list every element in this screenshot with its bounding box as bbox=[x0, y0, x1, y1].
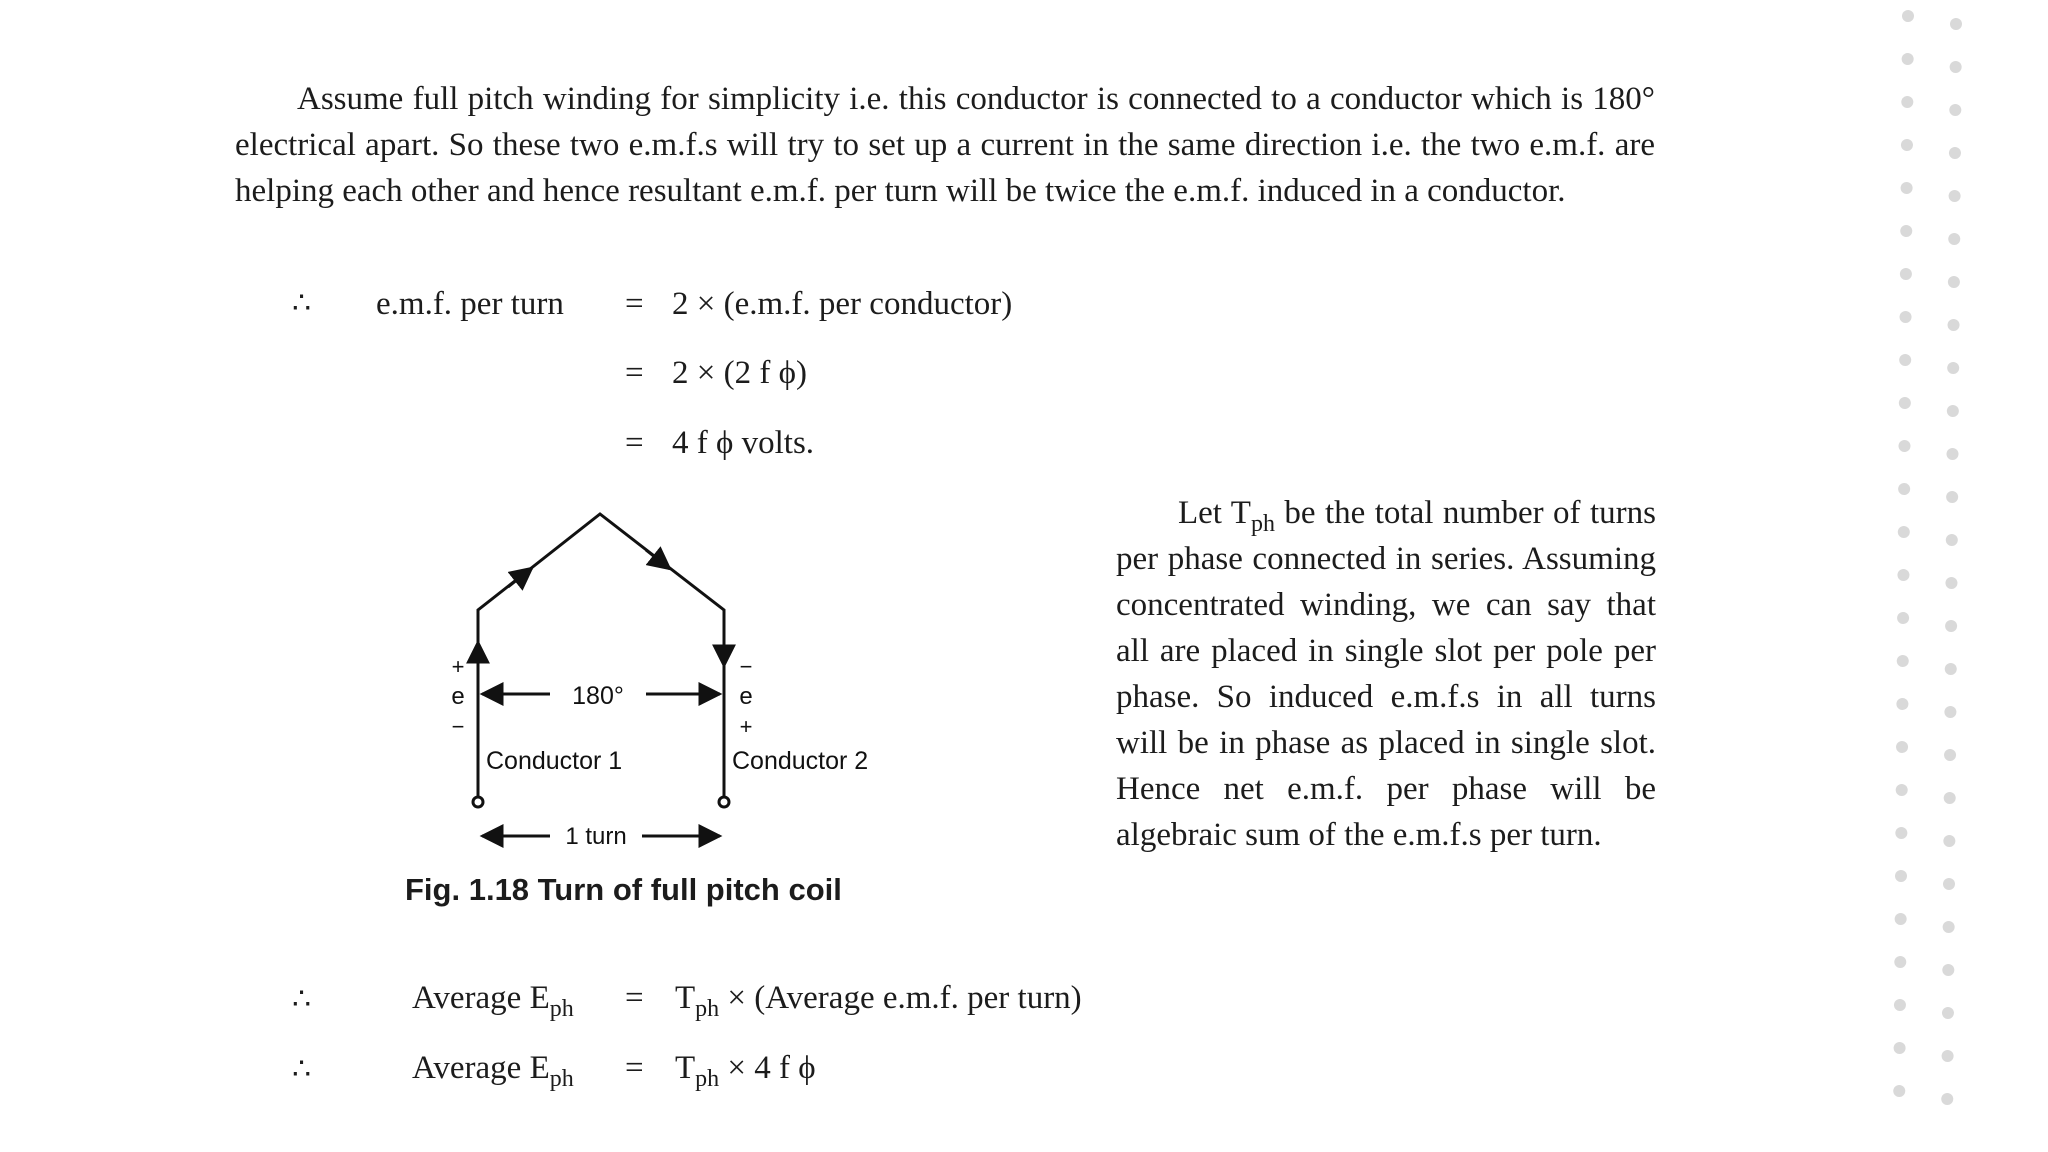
decorative-dot bbox=[1900, 225, 1912, 237]
decorative-dot bbox=[1945, 620, 1957, 632]
decorative-dot bbox=[1896, 698, 1908, 710]
decorative-dot bbox=[1950, 61, 1962, 73]
decorative-dot-border bbox=[1880, 0, 1980, 1152]
decorative-dot bbox=[1901, 182, 1913, 194]
decorative-dot bbox=[1947, 362, 1959, 374]
decorative-dot bbox=[1901, 139, 1913, 151]
equation-line-1: 2 × (e.m.f. per conductor) bbox=[672, 286, 1013, 322]
side-paragraph bbox=[1116, 490, 1656, 858]
decorative-dot bbox=[1902, 53, 1914, 65]
decorative-dot bbox=[1895, 913, 1907, 925]
decorative-dot bbox=[1948, 319, 1960, 331]
decorative-dot bbox=[1896, 741, 1908, 753]
subscript-ph: ph bbox=[549, 1066, 574, 1092]
t-symbol: T bbox=[675, 980, 696, 1016]
decorative-dot bbox=[1941, 1093, 1953, 1105]
angle-label: 180° bbox=[572, 682, 624, 710]
decorative-dot bbox=[1900, 268, 1912, 280]
equals-sign: = bbox=[625, 286, 644, 322]
subscript-ph: ph bbox=[1250, 511, 1275, 537]
decorative-dot bbox=[1898, 483, 1910, 495]
plus-sign: + bbox=[739, 714, 753, 739]
decorative-dot bbox=[1895, 870, 1907, 882]
average-eph-label bbox=[412, 1048, 574, 1092]
decorative-dot bbox=[1948, 233, 1960, 245]
conductor-2-label: Conductor 2 bbox=[732, 747, 869, 775]
equation-line-3: 4 f ϕ volts. bbox=[672, 425, 815, 461]
equals-sign: = bbox=[625, 980, 644, 1016]
average-eph-rhs-2 bbox=[675, 1048, 816, 1092]
minus-sign: − bbox=[451, 714, 465, 739]
emf-label-right: e bbox=[739, 683, 753, 710]
decorative-dot bbox=[1895, 827, 1907, 839]
decorative-dot bbox=[1894, 956, 1906, 968]
decorative-dot bbox=[1897, 612, 1909, 624]
therefore-symbol: ∴ bbox=[292, 983, 312, 1016]
decorative-dot bbox=[1897, 655, 1909, 667]
decorative-dot bbox=[1945, 663, 1957, 675]
decorative-dot bbox=[1947, 405, 1959, 417]
rhs-1-text: × (Average e.m.f. per turn) bbox=[719, 980, 1082, 1016]
average-eph-label bbox=[412, 978, 574, 1022]
emf-label-left: e bbox=[451, 683, 465, 710]
equation-line-2: 2 × (2 f ϕ) bbox=[672, 355, 807, 391]
decorative-dot bbox=[1902, 10, 1914, 22]
therefore-symbol: ∴ bbox=[292, 1053, 312, 1086]
figure-caption: Fig. 1.18 Turn of full pitch coil bbox=[405, 872, 842, 907]
decorative-dot bbox=[1942, 1050, 1954, 1062]
decorative-dot bbox=[1943, 835, 1955, 847]
decorative-dot bbox=[1896, 784, 1908, 796]
decorative-dot bbox=[1899, 354, 1911, 366]
decorative-dot bbox=[1949, 190, 1961, 202]
decorative-dot bbox=[1900, 311, 1912, 323]
subscript-ph: ph bbox=[549, 996, 574, 1022]
equals-sign: = bbox=[625, 1050, 644, 1086]
decorative-dot bbox=[1944, 706, 1956, 718]
decorative-dot bbox=[1899, 397, 1911, 409]
plus-sign: + bbox=[451, 654, 465, 679]
subscript-ph: ph bbox=[695, 996, 720, 1022]
therefore-symbol: ∴ bbox=[292, 287, 312, 320]
decorative-dot bbox=[1949, 104, 1961, 116]
full-pitch-coil-diagram bbox=[420, 490, 920, 850]
decorative-dot bbox=[1899, 440, 1911, 452]
turn-label: 1 turn bbox=[565, 823, 627, 850]
decorative-dot bbox=[1893, 1085, 1905, 1097]
decorative-dot bbox=[1901, 96, 1913, 108]
terminal-circle bbox=[473, 797, 483, 807]
minus-sign: − bbox=[739, 654, 753, 679]
decorative-dot bbox=[1943, 921, 1955, 933]
decorative-dot bbox=[1946, 534, 1958, 546]
conductor-1-label: Conductor 1 bbox=[486, 747, 623, 775]
decorative-dot bbox=[1944, 792, 1956, 804]
decorative-dot bbox=[1948, 276, 1960, 288]
average-eph-rhs-1 bbox=[675, 978, 1082, 1022]
decorative-dot bbox=[1945, 577, 1957, 589]
average-e-text: Average E bbox=[412, 980, 550, 1016]
t-symbol: T bbox=[675, 1050, 696, 1086]
decorative-dot bbox=[1949, 147, 1961, 159]
decorative-dot bbox=[1947, 448, 1959, 460]
decorative-dot bbox=[1898, 526, 1910, 538]
side-text-let: Let T bbox=[1178, 495, 1251, 531]
side-text-rest: be the total number of turns per phase connected in series. Assuming concentrated winding, we can say that all are placed in single slot per pole per phase. So induced e.m.f.s in all turns will be in phase as placed in single slot. Hence net e.m.f. per phase will be algebraic sum of the e.m.f.s per turn. bbox=[1116, 495, 1656, 853]
equals-sign: = bbox=[625, 425, 644, 461]
rhs-2-text: × 4 f ϕ bbox=[719, 1050, 816, 1086]
terminal-circle bbox=[719, 797, 729, 807]
paragraph-full-pitch: Assume full pitch winding for simplicity i.e. this conductor is connected to a conductor which is 180° electrical apart. So these two e.m.f.s will try to set up a current in the same direction i.e. the two e.m.f. are helping each other and hence resultant e.m.f. per turn will be twice the e.m.f. induced in a conductor. bbox=[235, 81, 1655, 209]
emf-per-turn-label: e.m.f. per turn bbox=[376, 286, 564, 322]
equals-sign: = bbox=[625, 355, 644, 391]
decorative-dot bbox=[1946, 491, 1958, 503]
current-direction-arrow bbox=[646, 550, 670, 569]
decorative-dot bbox=[1942, 1007, 1954, 1019]
decorative-dot bbox=[1950, 18, 1962, 30]
current-direction-arrow bbox=[508, 568, 532, 587]
subscript-ph: ph bbox=[695, 1066, 720, 1092]
decorative-dot bbox=[1942, 964, 1954, 976]
average-e-text: Average E bbox=[412, 1050, 550, 1086]
decorative-dot bbox=[1944, 749, 1956, 761]
decorative-dot bbox=[1894, 999, 1906, 1011]
decorative-dot bbox=[1943, 878, 1955, 890]
decorative-dot bbox=[1897, 569, 1909, 581]
decorative-dot bbox=[1894, 1042, 1906, 1054]
